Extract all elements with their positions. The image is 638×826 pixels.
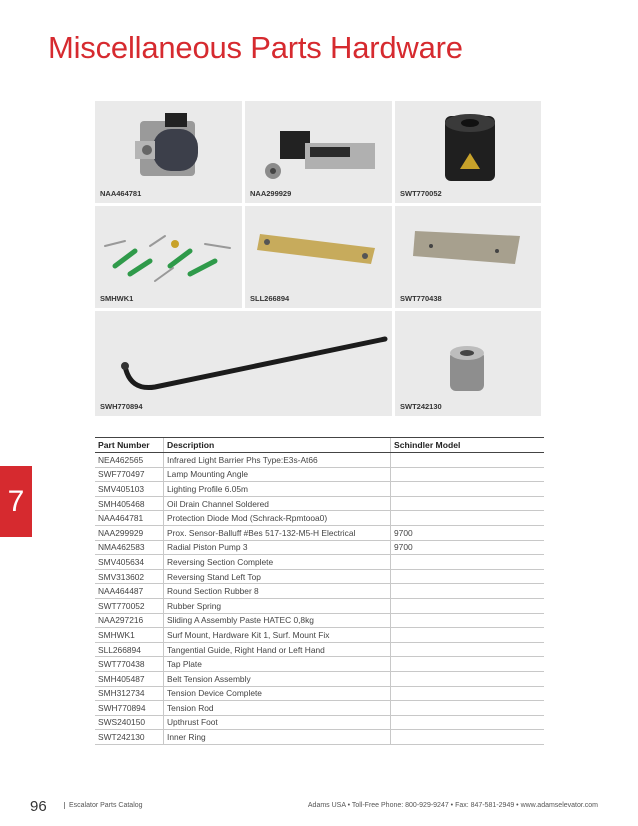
- photo-label: SMHWK1: [100, 294, 134, 303]
- cell-part-number: SMH405468: [95, 496, 164, 511]
- table-row: [95, 701, 544, 716]
- cell-part-number: SWS240150: [95, 715, 164, 730]
- table-row: [95, 657, 544, 672]
- table-row: [95, 686, 544, 701]
- photo-tile: [95, 311, 395, 419]
- photo-label: SWT770052: [400, 189, 442, 198]
- cell-schindler-model: [391, 701, 545, 716]
- cell-part-number: SMV405634: [95, 555, 164, 570]
- page-footer: [0, 796, 638, 816]
- cell-schindler-model: [391, 598, 545, 613]
- cell-schindler-model: [391, 453, 545, 468]
- table-row: [95, 628, 544, 643]
- page-number: 96: [30, 798, 47, 815]
- cell-schindler-model: [391, 613, 545, 628]
- cell-description: Rubber Spring: [164, 598, 391, 613]
- table-row: [95, 525, 544, 540]
- contact-info: Adams USA • Toll-Free Phone: 800-929-9247 • Fax: 847-581-2949 • www.adamselevator.com: [307, 802, 598, 809]
- cell-part-number: SMV405103: [95, 482, 164, 497]
- photo-label: SWT242130: [400, 402, 442, 411]
- cell-part-number: SMH405487: [95, 671, 164, 686]
- table-row: [95, 584, 544, 599]
- cell-description: Tap Plate: [164, 657, 391, 672]
- table-row: [95, 467, 544, 482]
- cell-description: Reversing Section Complete: [164, 555, 391, 570]
- cell-description: Lamp Mounting Angle: [164, 467, 391, 482]
- photo-tile: [245, 101, 395, 206]
- cell-description: Tangential Guide, Right Hand or Left Hand: [164, 642, 391, 657]
- product-photo-grid: [95, 101, 544, 419]
- table-row: [95, 555, 544, 570]
- cell-description: Sliding A Assembly Paste HATEC 0,8kg: [164, 613, 391, 628]
- table-row: [95, 569, 544, 584]
- table-row: [95, 715, 544, 730]
- cell-description: Belt Tension Assembly: [164, 671, 391, 686]
- cell-schindler-model: [391, 467, 545, 482]
- cell-part-number: SMHWK1: [95, 628, 164, 643]
- photo-tile: [245, 206, 395, 311]
- catalog-name: Escalator Parts Catalog: [64, 802, 143, 809]
- cell-schindler-model: [391, 628, 545, 643]
- cell-schindler-model: [391, 715, 545, 730]
- table-row: [95, 642, 544, 657]
- cell-schindler-model: [391, 496, 545, 511]
- cell-schindler-model: [391, 642, 545, 657]
- photo-label: SWH770894: [100, 402, 143, 411]
- photo-label: NAA464781: [100, 189, 142, 198]
- cell-schindler-model: [391, 555, 545, 570]
- photo-tile: [395, 311, 544, 419]
- cell-description: Oil Drain Channel Soldered: [164, 496, 391, 511]
- cell-description: Radial Piston Pump 3: [164, 540, 391, 555]
- cell-part-number: SMV313602: [95, 569, 164, 584]
- cell-schindler-model: [391, 657, 545, 672]
- photo-label: NAA299929: [250, 189, 292, 198]
- cell-part-number: SWF770497: [95, 467, 164, 482]
- cell-schindler-model: 9700: [391, 540, 545, 555]
- cell-description: Round Section Rubber 8: [164, 584, 391, 599]
- table-row: [95, 598, 544, 613]
- cell-description: Surf Mount, Hardware Kit 1, Surf. Mount Fix: [164, 628, 391, 643]
- cell-part-number: NAA299929: [95, 525, 164, 540]
- cell-part-number: SLL266894: [95, 642, 164, 657]
- cell-schindler-model: [391, 671, 545, 686]
- cell-schindler-model: [391, 569, 545, 584]
- table-row: [95, 671, 544, 686]
- cell-schindler-model: [391, 730, 545, 745]
- photo-tile: [395, 206, 544, 311]
- cell-part-number: SWT242130: [95, 730, 164, 745]
- cell-part-number: SMH312734: [95, 686, 164, 701]
- table-row: [95, 453, 544, 468]
- table-body: [95, 453, 544, 745]
- column-header-schindler-model: Schindler Model: [391, 438, 545, 453]
- cell-part-number: NAA464487: [95, 584, 164, 599]
- cell-part-number: NAA297216: [95, 613, 164, 628]
- cell-schindler-model: 9700: [391, 525, 545, 540]
- photo-label: SLL266894: [250, 294, 290, 303]
- cell-description: Upthrust Foot: [164, 715, 391, 730]
- table-header-row: [95, 438, 544, 453]
- cell-schindler-model: [391, 482, 545, 497]
- table-row: [95, 511, 544, 526]
- photo-tile: [95, 206, 245, 311]
- page-title: Miscellaneous Parts Hardware: [48, 30, 463, 65]
- cell-description: Protection Diode Mod (Schrack-Rpmtooa0): [164, 511, 391, 526]
- photo-tile: [95, 101, 245, 206]
- cell-part-number: NEA462565: [95, 453, 164, 468]
- cell-part-number: SWH770894: [95, 701, 164, 716]
- cell-part-number: SWT770438: [95, 657, 164, 672]
- cell-description: Tension Device Complete: [164, 686, 391, 701]
- cell-description: Inner Ring: [164, 730, 391, 745]
- cell-description: Reversing Stand Left Top: [164, 569, 391, 584]
- cell-part-number: SWT770052: [95, 598, 164, 613]
- cell-description: Infrared Light Barrier Phs Type:E3s-At66: [164, 453, 391, 468]
- cell-description: Tension Rod: [164, 701, 391, 716]
- table-row: [95, 613, 544, 628]
- table-row: [95, 730, 544, 745]
- cell-description: Lighting Profile 6.05m: [164, 482, 391, 497]
- cell-schindler-model: [391, 584, 545, 599]
- table-row: [95, 496, 544, 511]
- section-tab: 7: [0, 466, 32, 537]
- cell-part-number: NMA462583: [95, 540, 164, 555]
- cell-part-number: NAA464781: [95, 511, 164, 526]
- table-row: [95, 540, 544, 555]
- cell-schindler-model: [391, 686, 545, 701]
- cell-schindler-model: [391, 511, 545, 526]
- photo-label: SWT770438: [400, 294, 442, 303]
- cell-description: Prox. Sensor-Balluff #Bes 517-132-M5-H Electrical: [164, 525, 391, 540]
- parts-table: [95, 437, 544, 745]
- photo-tile: [395, 101, 544, 206]
- column-header-part-number: Part Number: [95, 438, 164, 453]
- column-header-description: Description: [164, 438, 391, 453]
- table-row: [95, 482, 544, 497]
